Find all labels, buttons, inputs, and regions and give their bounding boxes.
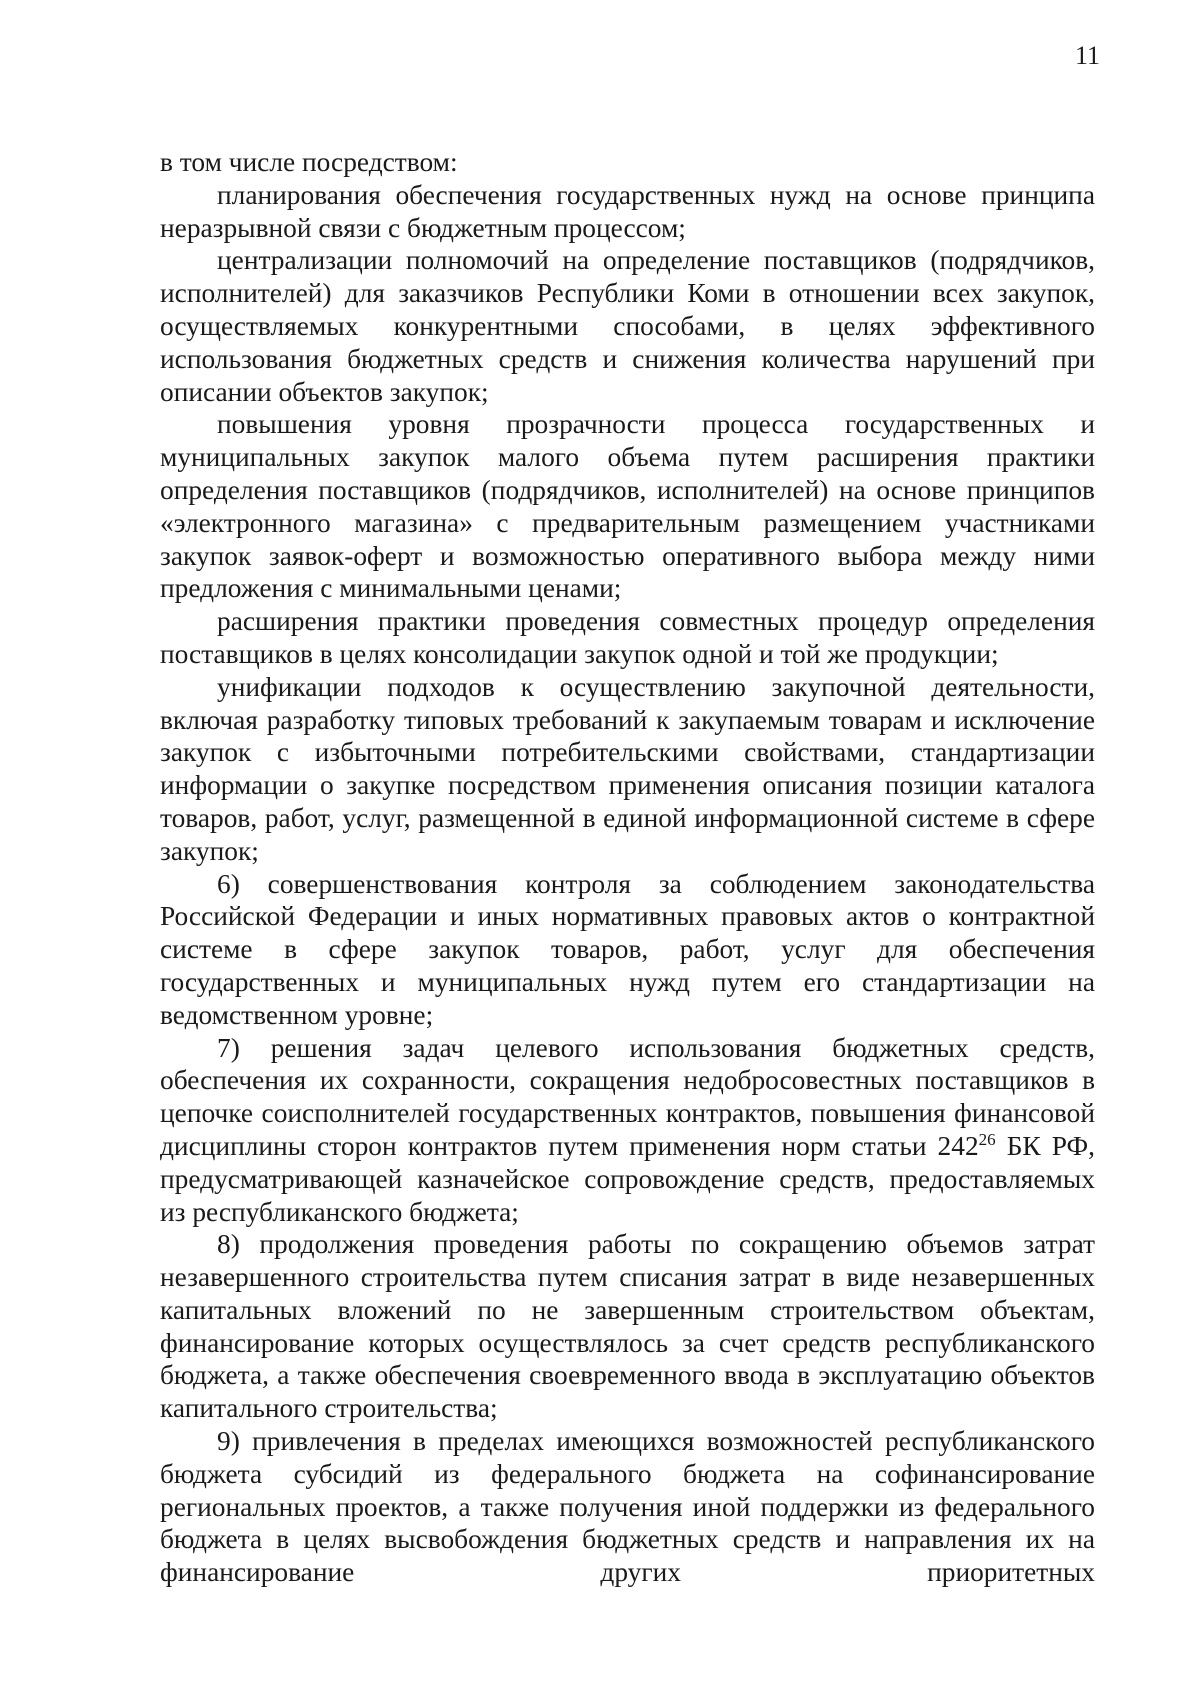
- paragraph-item-7: [160, 1032, 1095, 1229]
- paragraph-item-9: 9) привлечения в пределах имеющихся возможностей республиканского бюджета субсидий из федерального бюджета на софинансирование региональных проектов, а также получения иной поддержки из федерального бюджета в целях высвобождения бюджетных средств и направления их на финансирование других приоритетных: [160, 1426, 1095, 1588]
- paragraph-item-6: 6) совершенствования контроля за соблюдением законодательства Российской Федерации и иных нормативных правовых актов о контрактной системе в сфере закупок товаров, работ, услуг для обеспечения государственных и муниципальных нужд путем его стандартизации на ведомственном уровне;: [160, 868, 1095, 1030]
- paragraph-transparency: повышения уровня прозрачности процесса государственных и муниципальных закупок малого объема путем расширения практики определения поставщиков (подрядчиков, исполнителей) на основе принципов «электронного магазина» с предварительным размещением участниками закупок заявок-оферт и возможностью оперативного выбора между ними предложения с минимальными ценами;: [160, 409, 1095, 604]
- paragraph-planning: планирования обеспечения государственных нужд на основе принципа неразрывной связи с бюджетным процессом;: [160, 179, 1095, 243]
- article-superscript: 26: [978, 1129, 996, 1149]
- page-number: 11: [1074, 41, 1100, 70]
- paragraph-item-7-text-after: БК РФ, предусматривающей казначейское сопровождение средств, предоставляемых из республиканского бюджета;: [160, 1130, 1095, 1227]
- paragraph-unification: унификации подходов к осуществлению закупочной деятельности, включая разработку типовых требований к закупаемым товарам и исключение закупок с избыточными потребительскими свойствами, стандартизации информации о закупке посредством применения описания позиции каталога товаров, работ, услуг, размещенной в единой информационной системе в сфере закупок;: [160, 671, 1095, 866]
- paragraph-intro: в том числе посредством:: [160, 147, 458, 177]
- paragraph-joint-procedures: расширения практики проведения совместных процедур определения поставщиков в целях консолидации закупок одной и той же продукции;: [160, 606, 1095, 669]
- paragraph-centralization: централизации полномочий на определение поставщиков (подрядчиков, исполнителей) для заказчиков Республики Коми в отношении всех закупок, осуществляемых конкурентными способами, в целях эффективного использования бюджетных средств и снижения количества нарушений при описании объектов закупок;: [160, 245, 1095, 407]
- document-body: [160, 146, 1095, 1589]
- paragraph-item-7-text-before: 7) решения задач целевого использования бюджетных средств, обеспечения их сохранности, сокращения недобросовестных поставщиков в цепочке соисполнителей государственных контрактов, повышения финансовой дисциплины сторон контрактов путем применения норм статьи 242: [160, 1032, 1095, 1161]
- paragraph-item-8: 8) продолжения проведения работы по сокращению объемов затрат незавершенного строительства путем списания затрат в виде незавершенных капитальных вложений по не завершенным строительством объектам, финансирование которых осуществлялось за счет средств республиканского бюджета, а также обеспечения своевременного ввода в эксплуатацию объектов капитального строительства;: [160, 1229, 1095, 1424]
